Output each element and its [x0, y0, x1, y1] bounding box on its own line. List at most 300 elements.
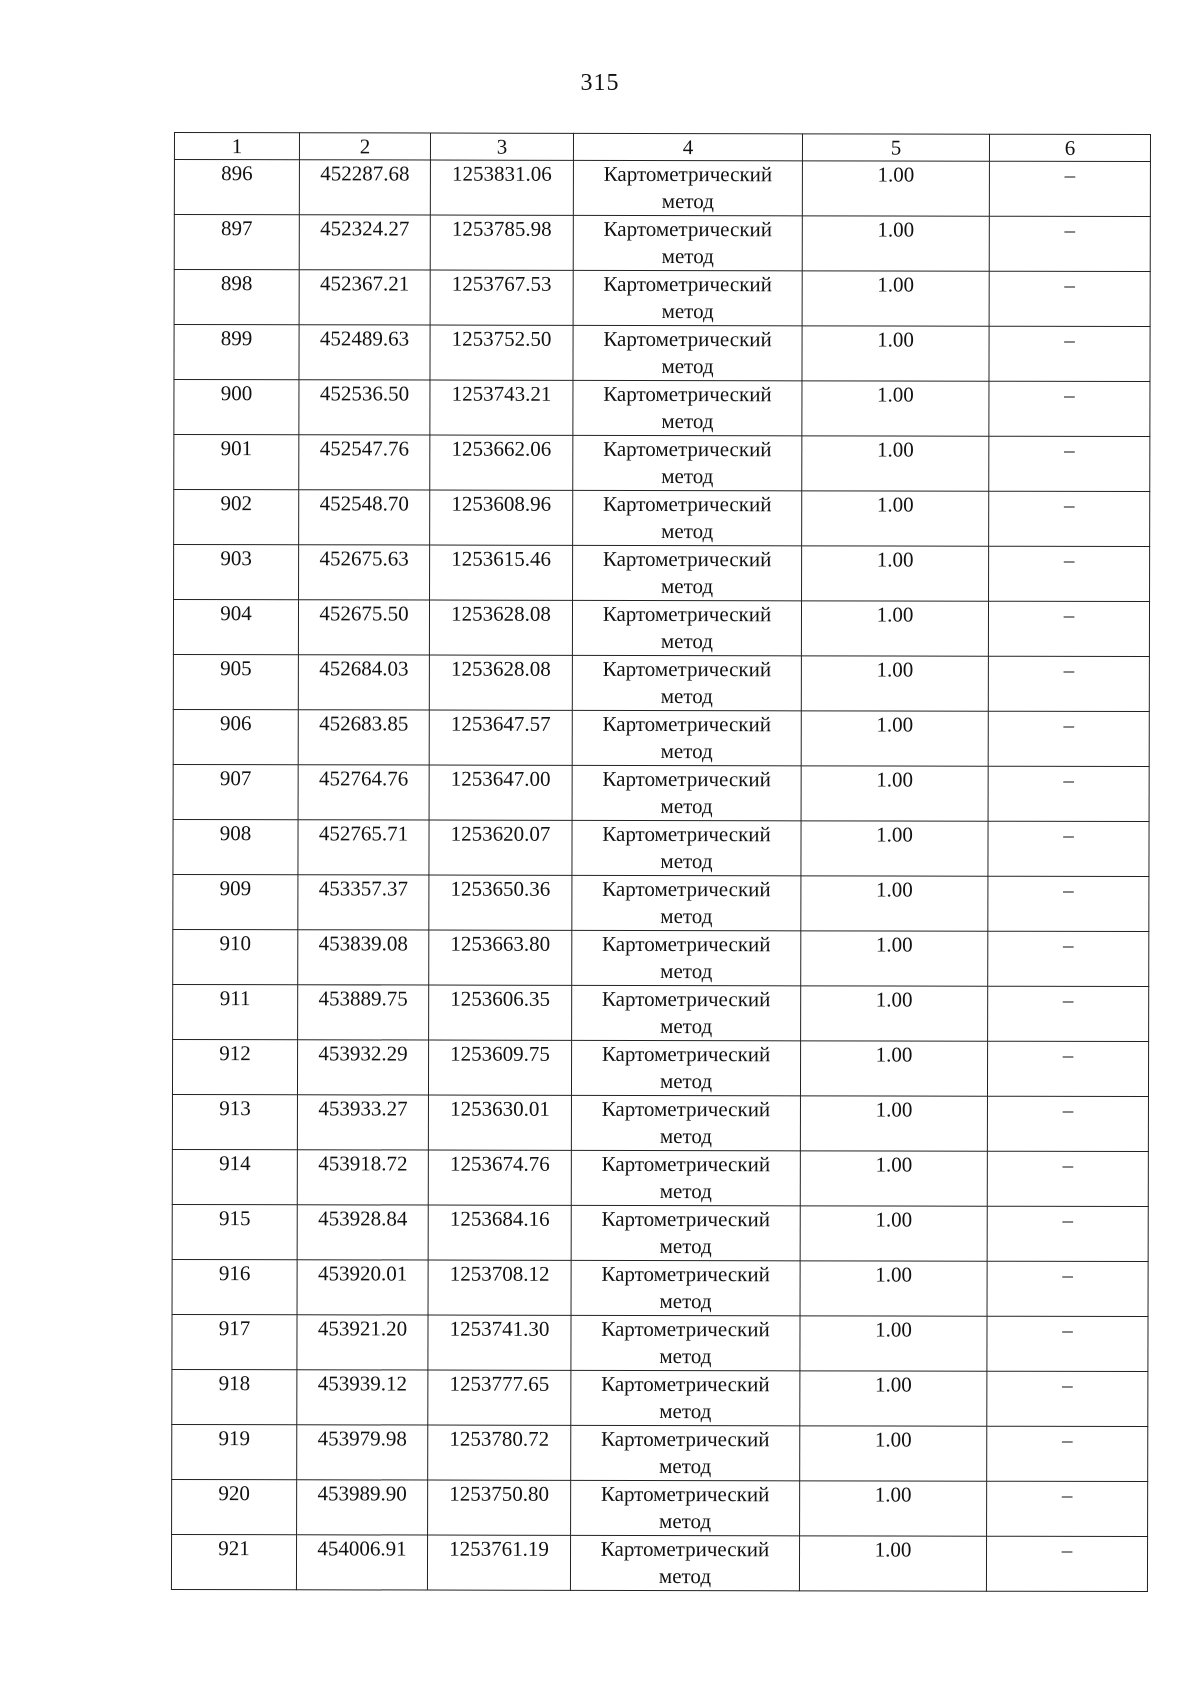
cell-x-coordinate-text: 453932.29 [318, 1041, 408, 1066]
cell-method-text: Картометрический метод [601, 1261, 770, 1314]
table-row [173, 819, 1149, 876]
cell-method-text: Картометрический метод [603, 326, 772, 379]
cell-method-text: Картометрический метод [602, 601, 772, 654]
cell-y-coordinate-text: 1253647.57 [450, 711, 551, 736]
cell-method [573, 490, 802, 545]
cell-note [989, 546, 1150, 601]
cell-accuracy [800, 1371, 987, 1426]
column-header-2: 2 [299, 133, 430, 160]
cell-accuracy [800, 1426, 987, 1481]
cell-accuracy [801, 711, 988, 766]
cell-method-text: Картометрический метод [601, 1041, 771, 1094]
coordinates-table [171, 132, 1151, 1592]
cell-x-coordinate [296, 1535, 427, 1590]
cell-y-coordinate [428, 1150, 571, 1205]
table-row [172, 1369, 1148, 1426]
column-header-4: 4 [573, 133, 802, 160]
cell-point-number-text: 904 [220, 601, 252, 626]
cell-point-number [171, 1534, 296, 1589]
cell-point-number [174, 270, 299, 325]
cell-accuracy [802, 216, 989, 271]
cell-accuracy [800, 1206, 987, 1261]
cell-y-coordinate [428, 1040, 571, 1095]
cell-point-number-text: 903 [220, 546, 252, 571]
cell-note [988, 931, 1149, 986]
cell-note-text: – [1061, 1427, 1073, 1452]
cell-x-coordinate-text: 453920.01 [317, 1261, 408, 1286]
cell-note [987, 1316, 1148, 1371]
cell-point-number-text: 896 [221, 161, 253, 186]
cell-accuracy-text: 1.00 [875, 1262, 913, 1287]
cell-accuracy [801, 656, 988, 711]
cell-accuracy-text: 1.00 [876, 767, 914, 792]
cell-x-coordinate [298, 875, 429, 930]
cell-method-text: Картометрический метод [601, 1371, 770, 1424]
cell-accuracy [800, 1261, 987, 1316]
table-row [172, 1149, 1148, 1206]
cell-y-coordinate-text: 1253620.07 [450, 821, 551, 846]
cell-accuracy [800, 1096, 987, 1151]
cell-point-number [173, 654, 298, 709]
cell-method [572, 930, 801, 985]
cell-y-coordinate [428, 1205, 571, 1260]
column-header-5: 5 [802, 134, 989, 161]
cell-note-text: – [1064, 382, 1075, 407]
cell-point-number [173, 929, 298, 984]
cell-y-coordinate [428, 1260, 571, 1315]
cell-point-number [173, 984, 298, 1039]
cell-y-coordinate [427, 1535, 570, 1590]
table-header [174, 133, 1150, 162]
cell-x-coordinate [298, 930, 429, 985]
cell-y-coordinate-text: 1253780.72 [449, 1426, 550, 1451]
cell-x-coordinate [299, 160, 430, 215]
table-row [174, 325, 1150, 382]
cell-accuracy [802, 161, 989, 216]
cell-method [572, 600, 801, 655]
cell-point-number [172, 1479, 297, 1534]
table-row [173, 709, 1149, 766]
cell-note [988, 766, 1149, 821]
cell-y-coordinate [429, 930, 572, 985]
cell-point-number-text: 907 [219, 766, 252, 791]
table-row [172, 1479, 1148, 1536]
cell-x-coordinate [298, 710, 429, 765]
cell-y-coordinate-text: 1253708.12 [449, 1261, 550, 1286]
cell-x-coordinate [299, 270, 430, 325]
cell-y-coordinate-text: 1253628.08 [451, 601, 551, 626]
cell-method [572, 765, 801, 820]
table-row [174, 270, 1150, 327]
cell-x-coordinate-text: 452765.71 [318, 821, 409, 846]
cell-note-text: – [1063, 877, 1074, 902]
cell-accuracy-text: 1.00 [875, 1207, 913, 1232]
cell-accuracy-text: 1.00 [877, 162, 915, 187]
cell-note-text: – [1063, 932, 1074, 957]
cell-point-number [174, 160, 299, 215]
cell-note-text: – [1062, 987, 1074, 1012]
cell-point-number-text: 913 [219, 1096, 251, 1121]
cell-note [987, 1371, 1148, 1426]
cell-point-number-text: 901 [220, 436, 253, 461]
cell-note-text: – [1064, 327, 1075, 352]
cell-point-number-text: 916 [218, 1261, 251, 1286]
cell-y-coordinate [428, 1370, 571, 1425]
cell-point-number-text: 906 [219, 711, 252, 736]
cell-y-coordinate-text: 1253650.36 [450, 876, 551, 901]
cell-point-number [172, 1259, 297, 1314]
cell-y-coordinate-text: 1253750.80 [449, 1481, 550, 1506]
cell-x-coordinate-text: 452684.03 [319, 656, 409, 681]
cell-point-number-text: 920 [218, 1481, 250, 1506]
cell-method-text: Картометрический метод [600, 1536, 770, 1589]
cell-x-coordinate-text: 453939.12 [317, 1371, 408, 1396]
cell-method [572, 875, 801, 930]
cell-method [572, 655, 801, 710]
cell-x-coordinate [297, 1205, 428, 1260]
cell-x-coordinate [298, 985, 429, 1040]
cell-method [573, 435, 802, 490]
cell-method [571, 1040, 800, 1095]
cell-point-number [172, 1039, 297, 1094]
table-row [172, 1094, 1148, 1151]
cell-note [989, 216, 1150, 271]
table-row [172, 1039, 1148, 1096]
cell-note-text: – [1064, 217, 1076, 242]
cell-point-number [173, 709, 298, 764]
cell-method-text: Картометрический метод [600, 1481, 770, 1534]
table-row [173, 929, 1149, 986]
cell-x-coordinate [298, 655, 429, 710]
cell-point-number [173, 764, 298, 819]
table-row [172, 1204, 1148, 1261]
cell-accuracy [802, 546, 989, 601]
cell-point-number-text: 914 [219, 1151, 251, 1176]
cell-note [989, 491, 1150, 546]
cell-point-number [174, 325, 299, 380]
cell-method-text: Картометрический метод [601, 986, 771, 1039]
cell-method-text: Картометрический метод [602, 656, 772, 709]
cell-y-coordinate [430, 435, 573, 490]
cell-accuracy-text: 1.00 [876, 657, 914, 682]
table-row [174, 380, 1150, 437]
cell-y-coordinate-text: 1253608.96 [451, 491, 552, 516]
cell-method [570, 1535, 799, 1590]
cell-point-number [173, 874, 298, 929]
cell-method [572, 820, 801, 875]
cell-point-number [174, 545, 299, 600]
cell-point-number [172, 1204, 297, 1259]
cell-method-text: Картометрический метод [603, 436, 772, 489]
cell-y-coordinate-text: 1253615.46 [451, 546, 552, 571]
cell-y-coordinate [429, 765, 572, 820]
cell-y-coordinate [430, 215, 573, 270]
cell-x-coordinate-text: 453933.27 [318, 1096, 408, 1121]
cell-y-coordinate-text: 1253647.00 [450, 766, 551, 791]
cell-note [987, 1041, 1148, 1096]
cell-x-coordinate-text: 452675.63 [319, 546, 409, 571]
cell-note-text: – [1062, 1042, 1074, 1067]
cell-x-coordinate-text: 452367.21 [320, 271, 410, 296]
cell-accuracy-text: 1.00 [874, 1482, 912, 1507]
cell-note [987, 1426, 1148, 1481]
cell-note-text: – [1062, 1372, 1073, 1397]
cell-point-number [173, 819, 298, 874]
cell-y-coordinate-text: 1253761.19 [449, 1536, 549, 1561]
table-row [174, 160, 1150, 217]
cell-accuracy-text: 1.00 [876, 602, 914, 627]
cell-y-coordinate [429, 985, 572, 1040]
cell-x-coordinate [299, 215, 430, 270]
cell-note [988, 601, 1149, 656]
cell-y-coordinate [430, 270, 573, 325]
cell-x-coordinate [297, 1150, 428, 1205]
cell-x-coordinate-text: 453918.72 [318, 1151, 408, 1176]
cell-accuracy [802, 436, 989, 491]
cell-accuracy [801, 601, 988, 656]
cell-note [987, 1261, 1148, 1316]
cell-x-coordinate-text: 452683.85 [319, 711, 409, 736]
cell-accuracy-text: 1.00 [876, 492, 914, 517]
cell-x-coordinate [297, 1425, 428, 1480]
cell-note-text: – [1062, 1097, 1074, 1122]
cell-point-number [173, 600, 298, 655]
cell-method [571, 1150, 800, 1205]
cell-method [571, 1425, 800, 1480]
cell-method [572, 710, 801, 765]
table-row [173, 600, 1149, 657]
cell-note-text: – [1062, 1152, 1074, 1177]
cell-accuracy-text: 1.00 [875, 932, 913, 957]
cell-method [573, 380, 802, 435]
cell-y-coordinate-text: 1253743.21 [451, 381, 552, 406]
cell-method [573, 160, 802, 215]
table-row [173, 764, 1149, 821]
cell-note-text: – [1061, 1537, 1073, 1562]
cell-x-coordinate [297, 1260, 428, 1315]
cell-accuracy-text: 1.00 [875, 987, 913, 1012]
cell-y-coordinate [430, 545, 573, 600]
cell-method [573, 270, 802, 325]
cell-accuracy [800, 1151, 987, 1206]
table-row [173, 874, 1149, 931]
cell-y-coordinate-text: 1253767.53 [451, 271, 552, 296]
cell-note-text: – [1064, 272, 1075, 297]
cell-note-text: – [1062, 1262, 1073, 1287]
cell-y-coordinate-text: 1253663.80 [450, 931, 551, 956]
cell-point-number-text: 897 [221, 216, 253, 241]
cell-note [988, 876, 1149, 931]
table-row [172, 1314, 1148, 1371]
cell-note [989, 436, 1150, 491]
cell-note-text: – [1062, 1207, 1073, 1232]
cell-x-coordinate-text: 452536.50 [319, 381, 410, 406]
cell-accuracy-text: 1.00 [874, 1427, 912, 1452]
cell-y-coordinate [428, 1315, 571, 1370]
cell-note [989, 326, 1150, 381]
cell-accuracy-text: 1.00 [877, 217, 915, 242]
cell-note-text: – [1063, 767, 1074, 792]
cell-y-coordinate [428, 1425, 571, 1480]
cell-y-coordinate [429, 600, 572, 655]
table-row [171, 1534, 1147, 1591]
cell-method [571, 1205, 800, 1260]
cell-y-coordinate [428, 1095, 571, 1150]
cell-y-coordinate [430, 490, 573, 545]
cell-accuracy [800, 1481, 987, 1536]
cell-x-coordinate-text: 452324.27 [320, 216, 410, 241]
cell-accuracy [800, 1041, 987, 1096]
table-row [174, 215, 1150, 272]
cell-accuracy-text: 1.00 [876, 822, 913, 847]
cell-note-text: – [1063, 547, 1075, 572]
cell-y-coordinate-text: 1253741.30 [449, 1316, 550, 1341]
cell-point-number-text: 911 [219, 986, 251, 1011]
cell-note-text: – [1063, 822, 1074, 847]
cell-x-coordinate [299, 325, 430, 380]
cell-note-text: – [1061, 1482, 1073, 1507]
cell-method-text: Картометрический метод [602, 821, 771, 874]
cell-note [987, 1481, 1148, 1536]
cell-x-coordinate [297, 1370, 428, 1425]
table-body [171, 160, 1150, 1592]
cell-y-coordinate [430, 160, 573, 215]
cell-note [986, 1536, 1147, 1591]
cell-point-number-text: 917 [218, 1316, 251, 1341]
cell-y-coordinate [429, 820, 572, 875]
cell-point-number-text: 899 [220, 326, 253, 351]
cell-accuracy-text: 1.00 [875, 1097, 913, 1122]
cell-y-coordinate-text: 1253662.06 [451, 436, 552, 461]
cell-accuracy [802, 491, 989, 546]
cell-method-text: Картометрический метод [602, 711, 772, 764]
cell-x-coordinate-text: 452764.76 [318, 766, 409, 791]
cell-accuracy-text: 1.00 [875, 1152, 913, 1177]
cell-point-number-text: 919 [218, 1426, 251, 1451]
cell-y-coordinate-text: 1253684.16 [449, 1206, 550, 1231]
cell-accuracy-text: 1.00 [877, 327, 914, 352]
cell-x-coordinate-text: 453889.75 [318, 986, 408, 1011]
cell-y-coordinate-text: 1253831.06 [452, 161, 552, 186]
cell-accuracy [801, 876, 988, 931]
cell-y-coordinate-text: 1253630.01 [450, 1096, 550, 1121]
cell-note [987, 1151, 1148, 1206]
cell-point-number-text: 918 [218, 1371, 251, 1396]
cell-y-coordinate [430, 380, 573, 435]
cell-point-number [172, 1369, 297, 1424]
cell-note-text: – [1062, 1317, 1073, 1342]
cell-x-coordinate-text: 453989.90 [317, 1481, 407, 1506]
cell-point-number [174, 435, 299, 490]
cell-x-coordinate [299, 380, 430, 435]
cell-method-text: Картометрический метод [601, 1316, 770, 1369]
cell-point-number [174, 215, 299, 270]
cell-x-coordinate [298, 820, 429, 875]
cell-y-coordinate-text: 1253785.98 [451, 216, 552, 241]
cell-note-text: – [1063, 657, 1075, 682]
header-row [174, 133, 1150, 162]
table-row [172, 1424, 1148, 1481]
cell-x-coordinate-text: 452675.50 [319, 601, 409, 626]
cell-y-coordinate [429, 655, 572, 710]
cell-note [987, 1096, 1148, 1151]
cell-method [573, 545, 802, 600]
cell-y-coordinate-text: 1253606.35 [450, 986, 551, 1011]
cell-point-number [172, 1149, 297, 1204]
cell-point-number [172, 1094, 297, 1149]
cell-y-coordinate-text: 1253628.08 [450, 656, 551, 681]
cell-point-number-text: 910 [219, 931, 252, 956]
cell-note [987, 1206, 1148, 1261]
cell-method-text: Картометрический метод [602, 876, 771, 929]
cell-point-number-text: 902 [220, 491, 252, 516]
cell-note [989, 381, 1150, 436]
cell-accuracy-text: 1.00 [874, 1537, 912, 1562]
cell-method-text: Картометрический метод [602, 491, 772, 544]
cell-method [571, 1480, 800, 1535]
cell-point-number-text: 912 [219, 1041, 251, 1066]
cell-method-text: Картометрический метод [601, 1151, 771, 1204]
cell-x-coordinate [298, 765, 429, 820]
cell-x-coordinate [299, 490, 430, 545]
cell-accuracy [801, 821, 988, 876]
cell-point-number-text: 898 [220, 271, 253, 296]
table-row [173, 654, 1149, 711]
cell-point-number-text: 908 [219, 821, 252, 846]
cell-method-text: Картометрический метод [601, 1426, 770, 1479]
cell-y-coordinate-text: 1253752.50 [451, 326, 552, 351]
cell-y-coordinate [428, 1480, 571, 1535]
cell-accuracy [800, 1316, 987, 1371]
cell-point-number [172, 1424, 297, 1479]
cell-accuracy-text: 1.00 [876, 712, 914, 737]
cell-accuracy [799, 1536, 986, 1591]
column-header-6: 6 [989, 134, 1150, 161]
cell-note-text: – [1063, 712, 1075, 737]
cell-method [573, 215, 802, 270]
cell-x-coordinate [297, 1315, 428, 1370]
cell-method-text: Картометрический метод [603, 381, 772, 434]
cell-accuracy [802, 326, 989, 381]
table-row [174, 490, 1150, 547]
cell-method [571, 1260, 800, 1315]
cell-accuracy [801, 766, 988, 821]
cell-accuracy [801, 986, 988, 1041]
cell-accuracy [801, 931, 988, 986]
table-row [172, 1259, 1148, 1316]
cell-x-coordinate-text: 453928.84 [318, 1206, 408, 1231]
cell-note [988, 821, 1149, 876]
cell-method-text: Картометрический метод [601, 1206, 770, 1259]
cell-point-number-text: 900 [220, 381, 253, 406]
cell-method [573, 325, 802, 380]
cell-y-coordinate [429, 875, 572, 930]
cell-x-coordinate-text: 452548.70 [319, 491, 409, 516]
table-row [174, 545, 1150, 602]
cell-x-coordinate-text: 452489.63 [319, 326, 410, 351]
page-number: 315 [580, 70, 620, 96]
cell-x-coordinate-text: 454006.91 [317, 1536, 407, 1561]
cell-x-coordinate-text: 453839.08 [318, 931, 408, 956]
cell-method [571, 1315, 800, 1370]
cell-accuracy-text: 1.00 [876, 877, 913, 902]
cell-accuracy [802, 271, 989, 326]
cell-method-text: Картометрический метод [603, 271, 772, 324]
cell-x-coordinate [297, 1040, 428, 1095]
cell-point-number-text: 921 [218, 1536, 250, 1561]
cell-method [571, 1370, 800, 1425]
cell-note [988, 986, 1149, 1041]
